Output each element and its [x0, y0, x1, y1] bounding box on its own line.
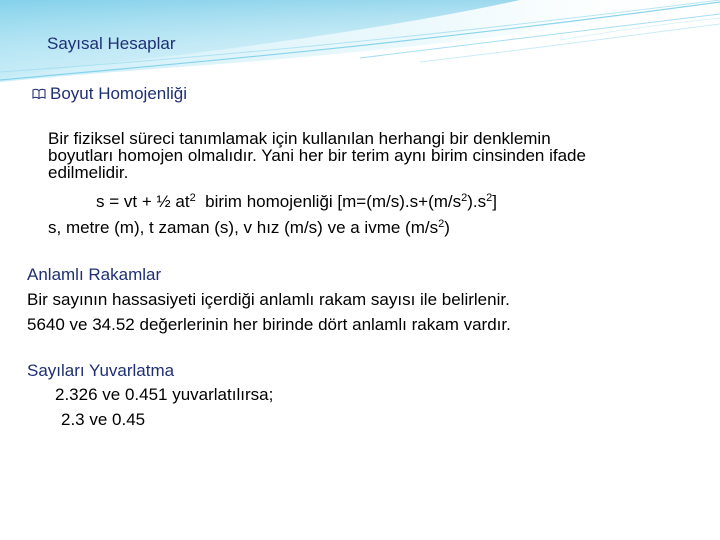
formula-text: ).s: [467, 192, 487, 211]
formula-text: ]: [492, 192, 497, 211]
para-line: edilmelidir.: [48, 163, 129, 182]
exponent: 2: [486, 192, 493, 204]
units-text: ): [444, 218, 450, 237]
slide-title: Sayısal Hesaplar: [47, 34, 176, 53]
exponent: 2: [461, 192, 468, 204]
para-line: boyutları homojen olmalıdır. Yani her bir terim aynı birim cinsinden ifade: [48, 146, 586, 165]
units-line: [48, 218, 450, 238]
section2-line: Bir sayının hassasiyeti içerdiği anlamlı rakam sayısı ile belirlenir.: [27, 290, 510, 309]
formula-text: birim homojenliği [m=(m/s).s+(m/s: [195, 192, 462, 211]
formula-text: s = vt + ½ at: [96, 192, 190, 211]
section2-line: 5640 ve 34.52 değerlerinin her birinde dört anlamlı rakam vardır.: [27, 315, 511, 334]
section1-heading-row: [32, 84, 187, 104]
section3-line: 2.3 ve 0.45: [61, 410, 146, 429]
section3-line: 2.326 ve 0.451 yuvarlatılırsa;: [55, 385, 274, 404]
para-line: Bir fiziksel süreci tanımlamak için kullanılan herhangi bir denklemin: [48, 129, 551, 148]
exponent: 2: [438, 218, 445, 230]
units-text: s, metre (m), t zaman (s), v hız (m/s) ve a ivme (m/s: [48, 218, 439, 237]
section3-heading: Sayıları Yuvarlatma: [27, 361, 175, 380]
section2-heading: Anlamlı Rakamlar: [27, 265, 162, 284]
formula-line: [96, 192, 497, 212]
section1-heading: Boyut Homojenliği: [50, 84, 188, 103]
section1-paragraph: [48, 130, 586, 181]
book-icon: [32, 87, 46, 101]
exponent: 2: [189, 192, 196, 204]
